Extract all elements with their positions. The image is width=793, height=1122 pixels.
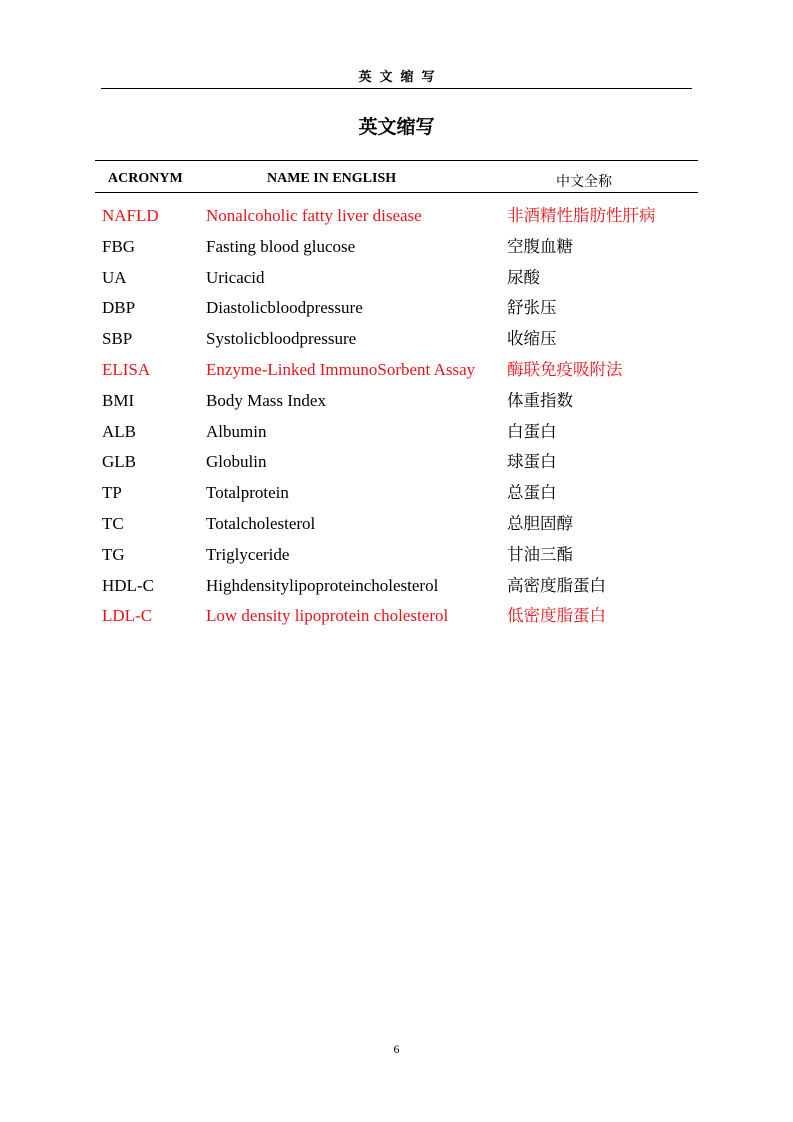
running-header xyxy=(101,64,692,89)
table-row xyxy=(95,509,698,540)
english-name-cell: Systolicbloodpressure xyxy=(206,329,357,349)
page-number: 6 xyxy=(393,1042,400,1056)
chinese-name-cell: 尿酸 xyxy=(507,267,540,287)
acronym-cell: SBP xyxy=(102,329,133,349)
table-row xyxy=(95,201,698,232)
acronym-cell: ALB xyxy=(102,421,136,441)
header-name-in-english: NAME IN ENGLISH xyxy=(267,171,397,186)
abbreviation-table xyxy=(95,160,698,632)
table-row xyxy=(95,447,698,478)
chinese-name-cell: 总胆固醇 xyxy=(507,513,573,533)
acronym-cell: TC xyxy=(102,513,124,533)
acronym-cell: GLB xyxy=(102,452,136,472)
table-row xyxy=(95,293,698,324)
english-name-cell: Triglyceride xyxy=(206,544,290,564)
english-name-cell: Body Mass Index xyxy=(206,390,326,410)
english-name-cell: Uricacid xyxy=(206,267,265,287)
chinese-name-cell: 空腹血糖 xyxy=(507,236,573,256)
chinese-name-cell: 球蛋白 xyxy=(507,452,557,472)
page-title: 英文缩写 xyxy=(358,116,435,138)
acronym-cell: HDL-C xyxy=(102,575,154,595)
chinese-name-cell: 白蛋白 xyxy=(507,421,557,441)
english-name-cell: Totalcholesterol xyxy=(206,513,316,533)
acronym-cell: NAFLD xyxy=(102,206,159,225)
table-row xyxy=(95,355,698,386)
table-row xyxy=(95,478,698,509)
english-name-cell: Enzyme-Linked ImmunoSorbent Assay xyxy=(206,359,476,379)
english-name-cell: Diastolicbloodpressure xyxy=(206,298,363,318)
table-row xyxy=(95,540,698,571)
acronym-cell: TP xyxy=(102,483,122,503)
acronym-cell: FBG xyxy=(102,236,136,256)
english-name-cell: Albumin xyxy=(206,421,267,441)
acronym-cell: LDL-C xyxy=(102,606,153,626)
english-name-cell: Fasting blood glucose xyxy=(206,236,356,256)
table-body xyxy=(95,193,698,632)
chinese-name-cell: 舒张压 xyxy=(507,298,557,318)
table-row xyxy=(95,232,698,263)
running-header-text: 英文缩写 xyxy=(358,70,443,85)
chinese-name-cell: 低密度脂蛋白 xyxy=(507,606,606,626)
header-acronym: ACRONYM xyxy=(108,171,183,186)
chinese-name-cell: 甘油三酯 xyxy=(507,544,573,564)
english-name-cell: Totalprotein xyxy=(206,483,289,503)
header-chinese-name: 中文全称 xyxy=(556,174,612,190)
table-row xyxy=(95,571,698,602)
acronym-cell: UA xyxy=(102,267,127,287)
acronym-cell: ELISA xyxy=(102,359,151,379)
acronym-cell: BMI xyxy=(102,390,135,410)
table-row xyxy=(95,417,698,448)
english-name-cell: Highdensitylipoproteincholesterol xyxy=(206,575,439,595)
table-row xyxy=(95,263,698,294)
acronym-cell: TG xyxy=(102,544,125,564)
table-header-row xyxy=(95,161,698,193)
table-row xyxy=(95,386,698,417)
chinese-name-cell: 体重指数 xyxy=(507,390,573,410)
chinese-name-cell: 非酒精性脂肪性肝病 xyxy=(507,206,656,225)
acronym-cell: DBP xyxy=(102,298,136,318)
table-row xyxy=(95,324,698,355)
chinese-name-cell: 总蛋白 xyxy=(507,483,557,503)
chinese-name-cell: 收缩压 xyxy=(507,329,557,349)
english-name-cell: Nonalcoholic fatty liver disease xyxy=(206,206,422,225)
english-name-cell: Low density lipoprotein cholesterol xyxy=(206,606,449,626)
chinese-name-cell: 酶联免疫吸附法 xyxy=(507,359,623,379)
chinese-name-cell: 高密度脂蛋白 xyxy=(507,575,606,595)
english-name-cell: Globulin xyxy=(206,452,267,472)
table-row xyxy=(95,601,698,632)
